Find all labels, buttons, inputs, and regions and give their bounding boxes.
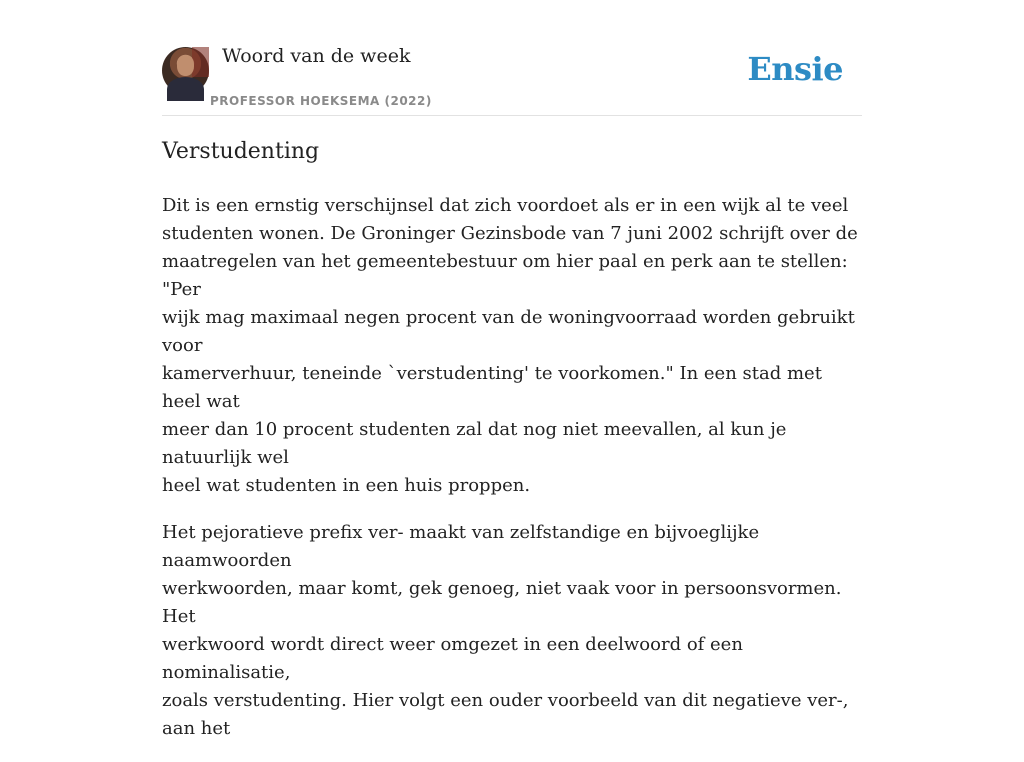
avatar-shoulders: [167, 77, 204, 101]
article-title: Verstudenting: [162, 139, 320, 164]
ensie-logo[interactable]: Ensie: [747, 50, 843, 88]
author-name[interactable]: PROFESSOR HOEKSEMA (2022): [210, 94, 432, 108]
avatar-face: [177, 55, 194, 76]
paragraph-2: Het pejoratieve prefix ver- maakt van zelfstandige en bijvoeglijke naamwoorden werkwoorden, maar komt, gek genoeg, niet vaak voor in persoonsvormen. Het werkwoord wordt direct weer omgezet in een deelwoord of een nominalisatie, zoals verstudenting. Hier volgt een ouder voorbeeld van dit negatieve ver-, aan het: [162, 522, 849, 739]
article-header: [162, 40, 862, 116]
avatar-background: [192, 47, 209, 77]
paragraph-1: Dit is een ernstig verschijnsel dat zich voordoet als er in een wijk al te veel studenten wonen. De Groninger Gezinsbode van 7 juni 2002 schrijft over de maatregelen van het gemeentebestuur om hier paal en perk aan te stellen: "Per wijk mag maximaal negen procent van de woningvoorraad worden gebruikt voor kamerverhuur, teneinde `verstudenting' te voorkomen." In een stad met heel wat meer dan 10 procent studenten zal dat nog niet meevallen, al kun je natuurlijk wel heel wat studenten in een huis proppen.: [162, 195, 858, 496]
article-body: [162, 192, 862, 762]
author-avatar[interactable]: [162, 47, 209, 94]
blog-title[interactable]: Woord van de week: [222, 45, 411, 67]
